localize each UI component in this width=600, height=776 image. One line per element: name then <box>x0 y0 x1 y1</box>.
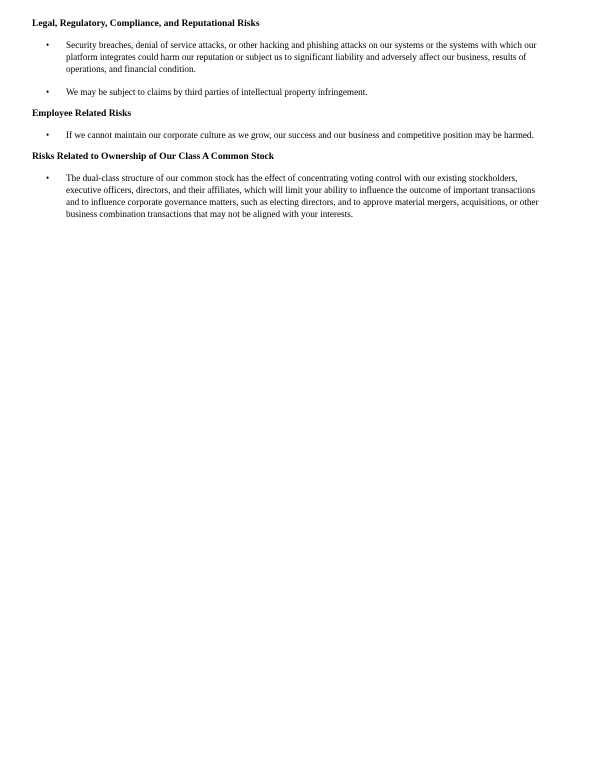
list-item <box>32 39 540 75</box>
list-item-text: If we cannot maintain our corporate culture as we grow, our success and our business and competitive position may be harmed. <box>66 130 534 140</box>
bullet-icon: • <box>46 130 50 140</box>
bullet-icon: • <box>46 173 50 183</box>
bullet-icon: • <box>46 40 50 50</box>
list-item-text: The dual-class structure of our common stock has the effect of concentrating voting control with our existing stockholders, executive officers, directors, and their affiliates, which will limit your ability to influence the outcome of important transactions and to influence corporate governance matters, such as electing directors, and to approve material mergers, acquisitions, or other business combination transactions that may not be aligned with your interests. <box>66 173 539 219</box>
section-heading-employee: Employee Related Risks <box>32 108 132 119</box>
list-item-text: We may be subject to claims by third parties of intellectual property infringement. <box>66 87 368 97</box>
section-heading-legal-regulatory: Legal, Regulatory, Compliance, and Reputational Risks <box>32 18 260 29</box>
section-heading-class-a-stock: Risks Related to Ownership of Our Class A Common Stock <box>32 151 275 162</box>
list-item <box>32 129 540 141</box>
document-content <box>32 18 540 230</box>
list-item <box>32 172 540 220</box>
bullet-list-class-a-stock <box>32 172 540 220</box>
list-item-text: Security breaches, denial of service attacks, or other hacking and phishing attacks on our systems or the systems with which our platform integrates could harm our reputation or subject us to significant liability and adversely affect our business, results of operations, and financial condition. <box>66 40 537 74</box>
bullet-icon: • <box>46 87 50 97</box>
list-item <box>32 86 540 98</box>
bullet-list-legal-regulatory <box>32 39 540 98</box>
bullet-list-employee <box>32 129 540 141</box>
